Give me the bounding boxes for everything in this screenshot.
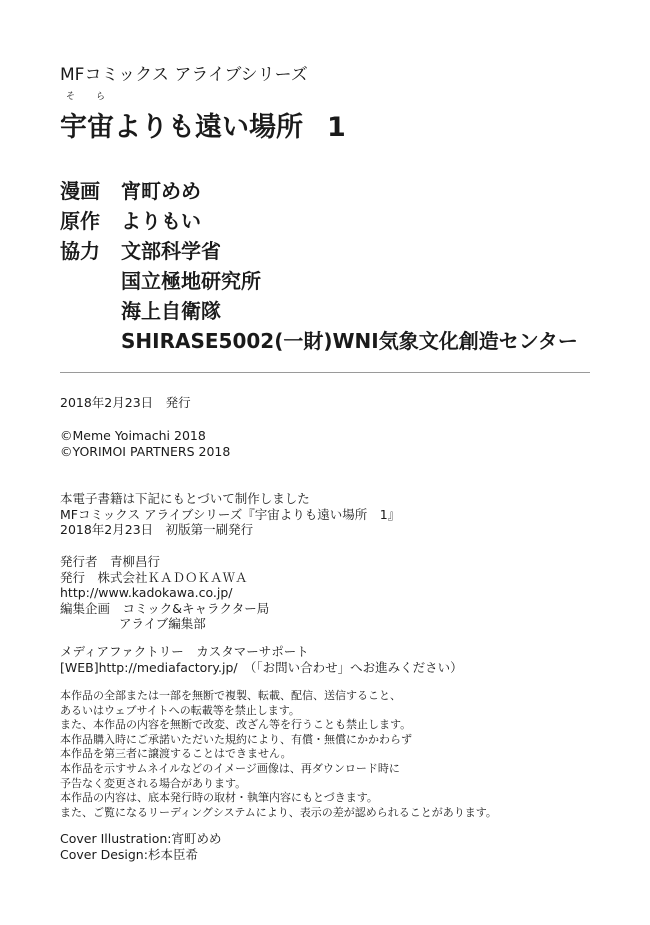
ruby-so: そ <box>66 92 76 102</box>
legal-notice <box>60 689 497 820</box>
cover-illustration: Cover Illustration:宵町めめ <box>60 831 222 846</box>
publisher-line: 編集企画 コミック&キャラクター局 <box>60 600 270 616</box>
publisher-line: アライブ編集部 <box>119 616 206 631</box>
copyright-block <box>60 428 230 459</box>
copyright-line: ©YORIMOI PARTNERS 2018 <box>60 443 231 459</box>
notice-line: 2018年2月23日 初版第一刷発行 <box>60 522 254 537</box>
cooperation-1: 文部科学省 <box>121 239 221 263</box>
manga-label: 漫画 <box>60 179 100 203</box>
original-author: よりもい <box>121 209 201 233</box>
legal-line: また、ご覧になるリーディングシステムにより、表示の差が認められることがあります。 <box>60 805 497 819</box>
volume-number: 1 <box>327 112 346 143</box>
legal-line: あるいはウェブサイトへの転載等を禁止します。 <box>60 703 300 717</box>
divider <box>60 372 590 373</box>
legal-line: 予告なく変更される場合があります。 <box>60 776 247 790</box>
notice-line: 本電子書籍は下記にもとづいて制作しました <box>60 491 310 506</box>
cooperation-4: SHIRASE5002(一財)WNI気象文化創造センター <box>121 329 578 353</box>
legal-line: また、本作品の内容を無断で改変、改ざん等を行うことも禁止します。 <box>60 718 412 732</box>
cooperation-3: 海上自衛隊 <box>121 299 221 323</box>
legal-line: 本作品の内容は、底本発行時の取材・執筆内容にもとづきます。 <box>60 791 378 805</box>
series-name: MFコミックス アライブシリーズ <box>60 65 308 85</box>
title-text: 宇宙よりも遠い場所 <box>60 112 303 143</box>
publisher-line: 発行者 青柳昌行 <box>60 554 161 569</box>
notice-line: MFコミックス アライブシリーズ『宇宙よりも遠い場所 1』 <box>60 506 401 522</box>
legal-line: 本作品の全部または一部を無断で複製、転載、配信、送信すること、 <box>60 689 401 702</box>
cooperation-2: 国立極地研究所 <box>121 269 261 293</box>
cooperation-label: 協力 <box>60 239 100 263</box>
support-block <box>60 644 463 675</box>
ruby-ra: ら <box>96 92 106 102</box>
book-title <box>60 105 346 144</box>
publisher-line: 発行 株式会社ＫＡＤＯＫＡＷＡ <box>60 569 248 585</box>
legal-line: 本作品購入時にご承諾いただいた規約により、有償・無償にかかわらず <box>60 732 412 746</box>
cover-credits <box>60 831 222 862</box>
manga-artist: 宵町めめ <box>121 179 201 203</box>
original-label: 原作 <box>60 209 100 233</box>
kadokawa-url: http://www.kadokawa.co.jp/ <box>60 585 233 600</box>
legal-line: 本作品を第三者に譲渡することはできません。 <box>60 747 292 761</box>
legal-line: 本作品を示すサムネイルなどのイメージ画像は、再ダウンロード時に <box>60 761 400 775</box>
title-ruby <box>66 89 136 101</box>
publisher-block <box>60 554 269 632</box>
cover-design: Cover Design:杉本臣希 <box>60 846 198 862</box>
ebook-notice <box>60 491 400 538</box>
publication-date: 2018年2月23日 発行 <box>60 395 191 410</box>
support-line: メディアファクトリー カスタマーサポート <box>60 644 309 659</box>
support-web: [WEB]http://mediafactory.jp/ （「お問い合わせ」へお進みください） <box>60 659 463 675</box>
copyright-line: ©Meme Yoimachi 2018 <box>60 428 206 443</box>
